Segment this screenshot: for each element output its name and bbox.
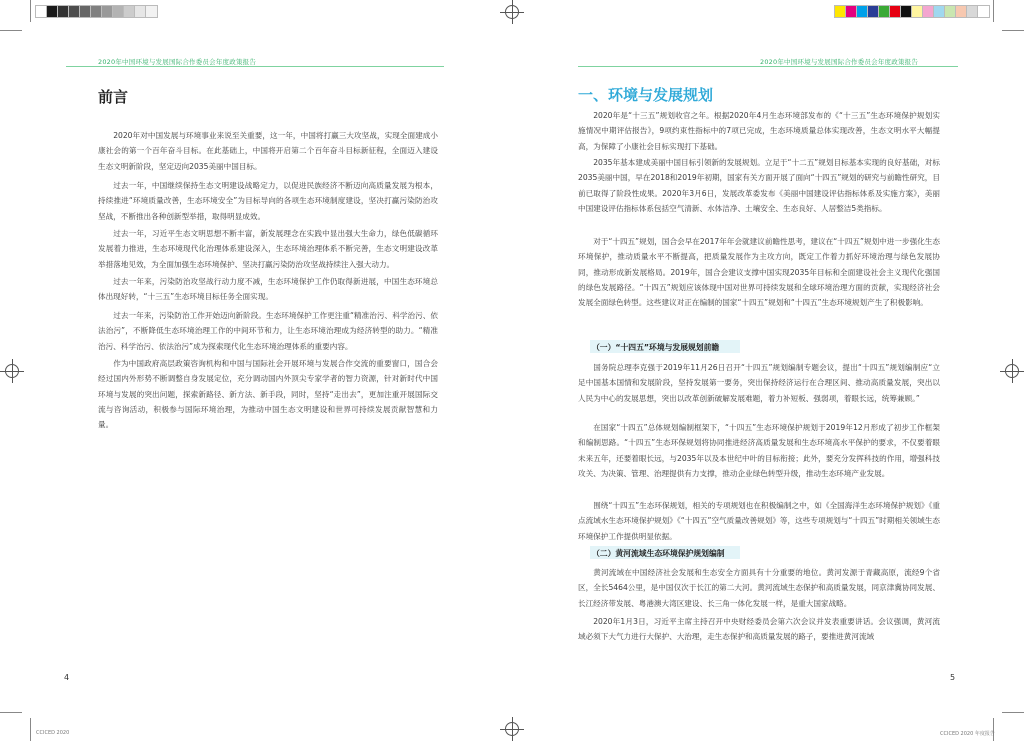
subheading-14th-plan: （一）“十四五”环境与发展规划前瞻	[592, 343, 720, 352]
crop-mark	[30, 0, 31, 22]
paragraph: 对于“十四五”规划，国合会早在2017年年会就建议前瞻性思考，建议在“十四五”规划中进一步强化生态环境保护，推动质量水平不断提高，把质量发展作为主攻方向，既定工作着力抓好环境治理与绿色发展协同，推动形成新发展格局。2019年，国合会建议支撑中国实现2035年目标和全面建设社会主义现代化强国的绿色发展路径。“十四五”规划应该体现中国对世界可持续发展和全球环境治理方面的贡献，实现经济社会发展全面绿色转型。这些建议对正在编制的国家“十四五”规划和“十四五”生态环境规划产生了积极影响。	[578, 237, 940, 308]
section-title: 一、环境与发展规划	[578, 86, 714, 104]
color-swatch	[58, 6, 69, 17]
color-swatch	[146, 6, 157, 17]
crop-mark	[993, 0, 994, 22]
color-swatch	[91, 6, 102, 17]
paragraph: 过去一年，中国继续保持生态文明建设战略定力，以促进民族经济不断迈向高质量发展为根本，持续推进“环境质量改善，生态环境安全”为目标导向的各项生态环境制度建设，坚决打赢污染防治攻坚战，不断推出各种创新型举措，取得明显成效。	[98, 181, 438, 221]
running-head-right: 2020年中国环境与发展国际合作委员会年度政策报告	[760, 58, 919, 66]
color-swatch	[868, 6, 879, 17]
color-swatch	[36, 6, 47, 17]
color-swatch	[912, 6, 923, 17]
paragraph: 2020年对中国发展与环境事业来说至关重要，这一年，中国将打赢三大攻坚战，实现全面建成小康社会的第一个百年奋斗目标。在此基础上，中国将开启第二个百年奋斗目标新征程，全面迈入建设生态文明新阶段，坚定迈向2035美丽中国目标。	[98, 131, 438, 171]
registration-mark-right	[1005, 364, 1019, 378]
paragraph: 在国家“十四五”总体规划编制框架下，“十四五”生态环境保护规划于2019年12月形成了初步工作框架和编制思路。“十四五”生态环保规划将协同推进经济高质量发展和生态环境高水平保护的要求，不仅要着眼未来五年，还要着眼长远，与2035年以及本世纪中叶的目标衔接；此外，要充分发挥科技的作用，增强科技攻关、为决策、管理、治理提供有力支撑，推动企业绿色转型升级，推动生态环境产业发展。	[578, 423, 940, 478]
crop-mark	[30, 718, 31, 741]
paragraph: 2020年是“十三五”规划收官之年。根据2020年4月生态环境部发布的《“十三五”生态环境保护规划实施情况中期评估报告》，9项约束性指标中的7项已完成，生态环境质量总体实现改善，生态文明水平大幅提高，为保障了小康社会目标实现打下基础。	[578, 111, 940, 151]
header-rule-left	[66, 66, 444, 67]
color-swatch	[890, 6, 901, 17]
grayscale-bar	[36, 6, 157, 17]
paragraph: 2035年基本建成美丽中国目标引领新的发展规划。立足于“十二五”规划目标基本实现的良好基础，对标2035美丽中国，早在2018和2019年初期，国家有关方面开展了面向“十四五”规划的研究与前瞻性研究，目前已取得了阶段性成果。2020年3月6日，发展改革委发布《美丽中国建设评估指标体系及实施方案》，美丽中国建设评估指标体系包括空气清新、水体洁净、土壤安全、生态良好、人居整洁5类指标。	[578, 158, 940, 213]
footer-code-left: CCICED 2020	[36, 730, 70, 736]
color-swatch	[835, 6, 846, 17]
crop-mark	[1002, 30, 1024, 31]
registration-mark-top	[505, 5, 519, 19]
registration-mark-left	[5, 364, 19, 378]
running-head-left: 2020年中国环境与发展国际合作委员会年度政策报告	[98, 58, 257, 66]
color-swatch	[135, 6, 146, 17]
color-bar	[835, 6, 989, 17]
page-number-right: 5	[950, 673, 956, 682]
color-swatch	[879, 6, 890, 17]
footer-code-right: CCICED 2020 年度报告	[940, 731, 995, 737]
color-swatch	[69, 6, 80, 17]
crop-mark	[1002, 712, 1024, 713]
page-number-left: 4	[64, 673, 70, 682]
color-swatch	[124, 6, 135, 17]
crop-mark	[0, 712, 22, 713]
color-swatch	[901, 6, 912, 17]
color-swatch	[956, 6, 967, 17]
color-swatch	[102, 6, 113, 17]
color-swatch	[80, 6, 91, 17]
color-swatch	[945, 6, 956, 17]
color-swatch	[923, 6, 934, 17]
color-swatch	[857, 6, 868, 17]
paragraph: 作为中国政府高层政策咨询机构和中国与国际社会开展环境与发展合作交流的重要窗口，国合会经过国内外形势不断调整自身发展定位，充分调动国内外顶尖专家学者的智力资源，针对新时代中国环境与发展的突出问题，探索新路径、新方法、新手段，同时，坚持“走出去”，更加注重开展国际交流与咨询活动，积极参与国际环境治理，为推动中国生态文明建设和世界可持续发展贡献智慧和力量。	[98, 359, 438, 430]
color-swatch	[846, 6, 857, 17]
crop-mark	[0, 30, 22, 31]
registration-mark-bottom	[505, 722, 519, 736]
color-swatch	[934, 6, 945, 17]
paragraph: 国务院总理李克强于2019年11月26日召开“十四五”规划编制专题会议，提出“十四五”规划编制应“立足中国基本国情和发展阶段，坚持发展第一要务，突出保持经济运行在合理区间、推动高质量发展，突出以人民为中心的发展思想，突出以改革创新破解发展难题，着力补短板、强弱项，着眼长远，统筹兼顾。”	[578, 363, 940, 403]
subheading-yellow-river: （二）黄河流域生态环境保护规划编制	[592, 549, 725, 558]
paragraph: 过去一年来，污染防治攻坚战行动力度不减，生态环境保护工作仍取得新进展，中国生态环境总体出现好转，“十三五”生态环境目标任务全面实现。	[98, 277, 438, 302]
color-swatch	[113, 6, 124, 17]
header-rule-right	[578, 66, 958, 67]
color-swatch	[967, 6, 978, 17]
paragraph: 围绕“十四五”生态环保规划，相关的专项规划也在积极编制之中，如《全国海洋生态环境保护规划》《重点流域水生态环境保护规划》《“十四五”空气质量改善规划》等，这些专项规划与“十四五”时期相关领域生态环境保护工作提供明显依据。	[578, 501, 940, 541]
page-title-preface: 前言	[98, 88, 129, 106]
color-swatch	[978, 6, 989, 17]
paragraph: 黄河流域在中国经济社会发展和生态安全方面具有十分重要的地位。黄河发源于青藏高原，流经9个省区，全长5464公里，是中国仅次于长江的第二大河。黄河流域生态保护和高质量发展，同京津冀协同发展、长江经济带发展、粤港澳大湾区建设、长三角一体化发展一样，是重大国家战略。	[578, 568, 940, 608]
color-swatch	[47, 6, 58, 17]
paragraph: 过去一年来，污染防治工作开始迈向新阶段。生态环境保护工作更注重“精准治污、科学治污、依法治污”，不断降低生态环境治理工作的中间环节和力，让生态环境治理成为经济转型的助力。“精准治污、科学治污、依法治污”成为探索现代化生态环境治理体系的重要内容。	[98, 311, 438, 351]
paragraph: 2020年1月3日，习近平主席主持召开中央财经委员会第六次会议并发表重要讲话。会议强调，黄河流域必须下大气力进行大保护、大治理，走生态保护和高质量发展的路子，要推进黄河流域	[578, 617, 940, 642]
paragraph: 过去一年，习近平生态文明思想不断丰富，新发展理念在实践中显出强大生命力，绿色低碳循环发展着力推进，生态环境现代化治理体系建设深入，生态环境治理体系不断完善，生态文明建设改革举措落地见效，为全面加强生态环境保护、坚决打赢污染防治攻坚战持续注入强大动力。	[98, 229, 438, 269]
